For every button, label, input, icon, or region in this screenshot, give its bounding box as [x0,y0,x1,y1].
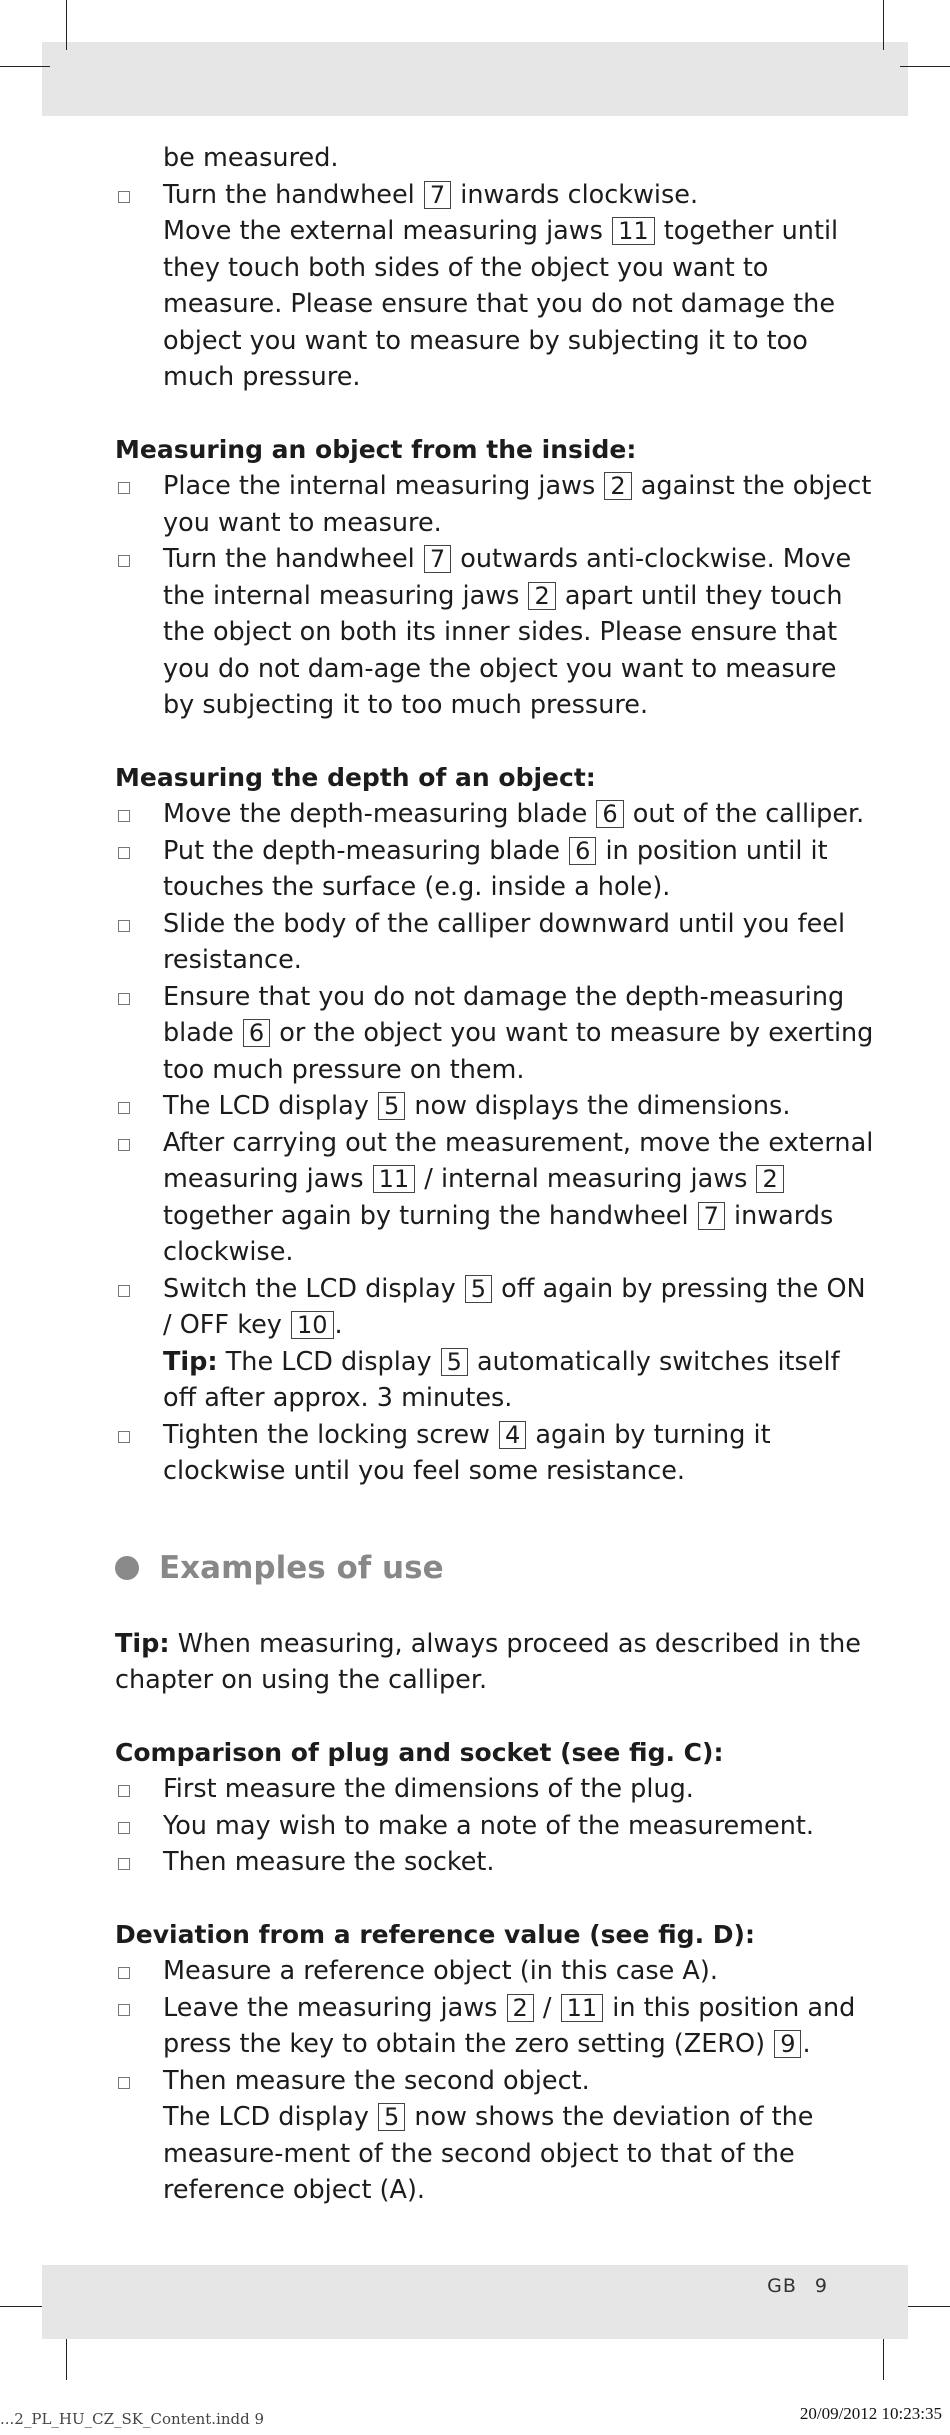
item-text: The LCD display [163,1091,377,1121]
item-text: First measure the dimensions of the plug. [163,1774,694,1804]
item-text: automatically switches itself off after approx. 3 minutes. [163,1346,840,1413]
part-reference-number: 6 [243,1019,270,1047]
list-item [115,2063,875,2100]
item-text: Ensure that you do not damage the depth-measuring blade [163,981,845,1048]
list-item [115,906,875,979]
print-slug-file: ...2_PL_HU_CZ_SK_Content.indd 9 [0,2410,265,2428]
item-text: Move the depth-measuring blade [163,799,596,829]
list-item [115,1953,875,1990]
page-label [749,2275,828,2297]
item-text: Turn the handwheel [163,179,423,210]
part-reference-number: 5 [378,2103,405,2131]
item-text: / internal measuring jaws [416,1164,756,1194]
examples-title-text: Examples of use [159,1549,444,1586]
part-reference-number: 6 [596,800,623,828]
item-text: . [334,1310,343,1340]
checkbox-bullet-icon [118,1967,130,1979]
item-text: Measure a reference object (in this case A). [163,1956,718,1986]
section-heading-depth: Measuring the depth of an object: [115,762,596,792]
item-text: now displays the dimensions. [406,1091,791,1121]
item-text: Then measure the socket. [163,1847,495,1877]
part-reference-number: 2 [604,472,631,500]
header-band [42,42,908,116]
item-text: Leave the measuring jaws [163,1992,506,2023]
part-reference-number: 11 [561,1994,604,2022]
item-text: or the object you want to measure by exerting too much pressure on them. [163,1018,874,1085]
item-text: inwards clockwise. [452,179,699,210]
inside-list [115,468,875,724]
item-text: now shows the deviation of the measure-ment of the second object to that of the reference object (A). [163,2102,814,2205]
checkbox-bullet-icon [118,1858,130,1870]
list-item [115,833,875,906]
item-text: Move the external measuring jaws [163,216,612,246]
bullet-dot-icon [115,1556,139,1580]
crop-mark [0,66,50,67]
item-text: Tighten the locking screw [163,1419,499,1450]
item-text: Then measure the second object. [163,2065,590,2096]
part-reference-number: 5 [378,1092,405,1120]
checkbox-bullet-icon [118,847,130,859]
part-reference-number: 10 [291,1311,334,1339]
item-text: Switch the LCD display [163,1273,464,1304]
checkbox-bullet-icon [118,191,130,203]
list-item [115,1417,875,1490]
item-text: out of the calliper. [624,799,865,829]
part-reference-number: 2 [507,1994,534,2022]
list-item [115,796,875,833]
checkbox-bullet-icon [118,1431,130,1443]
item-text: in this position and press the key to obtain the zero setting (ZERO) [163,1992,856,2059]
part-reference-number: 2 [528,582,555,610]
item-text: You may wish to make a note of the measurement. [163,1810,814,1841]
list-item [115,1844,875,1881]
checkbox-bullet-icon [118,1139,130,1151]
item-text: together again by turning the handwheel [163,1200,697,1231]
part-reference-number: 5 [441,1348,468,1376]
section-heading-deviation: Deviation from a reference value (see fig. D): [115,1919,755,1949]
section-heading-inside: Measuring an object from the inside: [115,434,637,464]
page-number: 9 [814,2275,828,2297]
part-reference-number: 4 [499,1421,526,1449]
list-item [115,177,875,214]
crop-mark [66,0,67,50]
tip-label: Tip: [115,1628,170,1659]
item-text: inwards clockwise. [163,1200,834,1267]
checkbox-bullet-icon [118,920,130,932]
item-text: together until they touch both sides of the object you want to measure. Please ensure that you do not damage the object you want to measure by subjecting it to too much pressure. [163,216,839,392]
checkbox-bullet-icon [118,1822,130,1834]
list-item [115,1771,875,1808]
checkbox-bullet-icon [118,482,130,494]
part-reference-number: 5 [465,1275,492,1303]
crop-mark [900,66,950,67]
part-reference-number: 9 [774,2030,801,2058]
list-item [115,213,875,396]
item-text: Place the internal measuring jaws [163,471,604,501]
item-text: The LCD display [163,2102,377,2132]
intro-list [115,177,875,396]
item-text: again by turning it clockwise until you feel some resistance. [163,1419,771,1486]
depth-list [115,796,875,1490]
crop-mark [883,0,884,50]
language-code: GB [767,2275,797,2297]
checkbox-bullet-icon [118,1285,130,1297]
checkbox-bullet-icon [118,810,130,822]
checkbox-bullet-icon [118,2077,130,2089]
checkbox-bullet-icon [118,2004,130,2016]
list-item [115,541,875,724]
list-item [115,1990,875,2063]
manual-content [115,140,875,2209]
item-text: in position until it touches the surface (e.g. inside a hole). [163,835,828,902]
item-text: apart until they touch the object on both its inner sides. Please ensure that you do not dam-age the object you want to measure by subjecting it to too much pressure. [163,580,843,720]
tip-text: When measuring, always proceed as described in the chapter on using the calliper. [115,1628,861,1695]
examples-tip [115,1626,875,1699]
list-item [115,1125,875,1271]
list-item [115,1088,875,1125]
section-heading-plug: Comparison of plug and socket (see fig. C): [115,1737,724,1767]
tip-label: Tip: [163,1346,218,1377]
item-text: off again by pressing the ON / OFF key [163,1273,866,1340]
list-item [115,979,875,1089]
item-text: After carrying out the measurement, move the external measuring jaws [163,1127,874,1194]
part-reference-number: 7 [424,181,451,209]
part-reference-number: 7 [424,545,451,573]
item-text: / [534,1992,560,2023]
item-text: Turn the handwheel [163,544,423,574]
part-reference-number: 6 [569,837,596,865]
part-reference-number: 7 [698,1202,725,1230]
part-reference-number: 2 [756,1165,783,1193]
list-item [115,1271,875,1344]
item-text: Put the depth-measuring blade [163,835,569,866]
checkbox-bullet-icon [118,1102,130,1114]
list-item [115,2099,875,2209]
list-item [115,1808,875,1845]
part-reference-number: 11 [373,1165,416,1193]
item-text: against the object you want to measure. [163,471,872,538]
deviation-list [115,1953,875,2209]
continuation-text: be measured. [163,143,339,173]
plug-list [115,1771,875,1881]
list-item [115,468,875,541]
checkbox-bullet-icon [118,993,130,1005]
part-reference-number: 11 [612,217,655,245]
print-slug-date: 20/09/2012 10:23:35 [799,2404,942,2423]
list-item [115,1344,875,1417]
checkbox-bullet-icon [118,1785,130,1797]
examples-section-title [115,1546,875,1590]
item-text: The LCD display [217,1346,440,1377]
item-text: outwards anti-clockwise. Move the internal measuring jaws [163,544,852,611]
checkbox-bullet-icon [118,555,130,567]
item-text: . [802,2029,811,2059]
item-text: Slide the body of the calliper downward until you feel resistance. [163,908,846,975]
